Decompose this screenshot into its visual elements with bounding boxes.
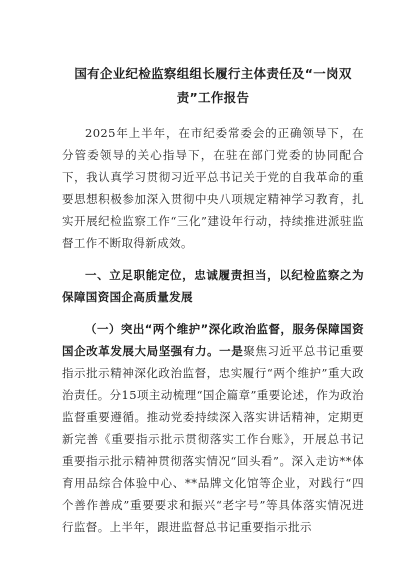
subsection-body: 聚焦习近平总书记重要指示批示精神深化政治监督，忠实履行“两个维护”重大政治责任。分15项主动梳理“国企篇章”重要论述，作为政治监督重要遵循。推动党委持续深入落实讲话精神，定期更新完善《重要指示批示贯彻落实工作台账》，开展总书记重要指示批示精神贯彻落实情况“回头看”。深入走访**体育用品综合体验中心、**品牌文化馆等企业，对践行“四个善作善成”重要要求和振兴“老字号”等具体落实情况进行监督。上半年，跟进监督总书记重要指示批示 — [62, 344, 365, 534]
intro-paragraph: 2025年上半年，在市纪委常委会的正确领导下，在分管委领导的关心指导下，在驻在部门党委的协同配合下，我认真学习贯彻习近平总书记关于党的自我革命的重要思想积极参加深入贯彻中央八项规定精神学习教育，扎实开展纪检监察工作“三化”建设年行动，持续推进派驻监督工作不断取得新成效。 — [62, 126, 364, 250]
subsection-lead: 一是 — [219, 344, 244, 358]
subsection-heading: （一）突出“两个维护”深化政治监督，服务保障国资国企改革发展大局坚强有力。 — [62, 322, 364, 358]
document-title: 国有企业纪检监察组组长履行主体责任及“一岗双责”工作报告 — [74, 66, 352, 105]
section-heading: 一、立足职能定位，忠诚履责担当，以纪检监察之为保障国资国企高质量发展 — [62, 268, 364, 304]
subsection-paragraph — [62, 318, 364, 538]
